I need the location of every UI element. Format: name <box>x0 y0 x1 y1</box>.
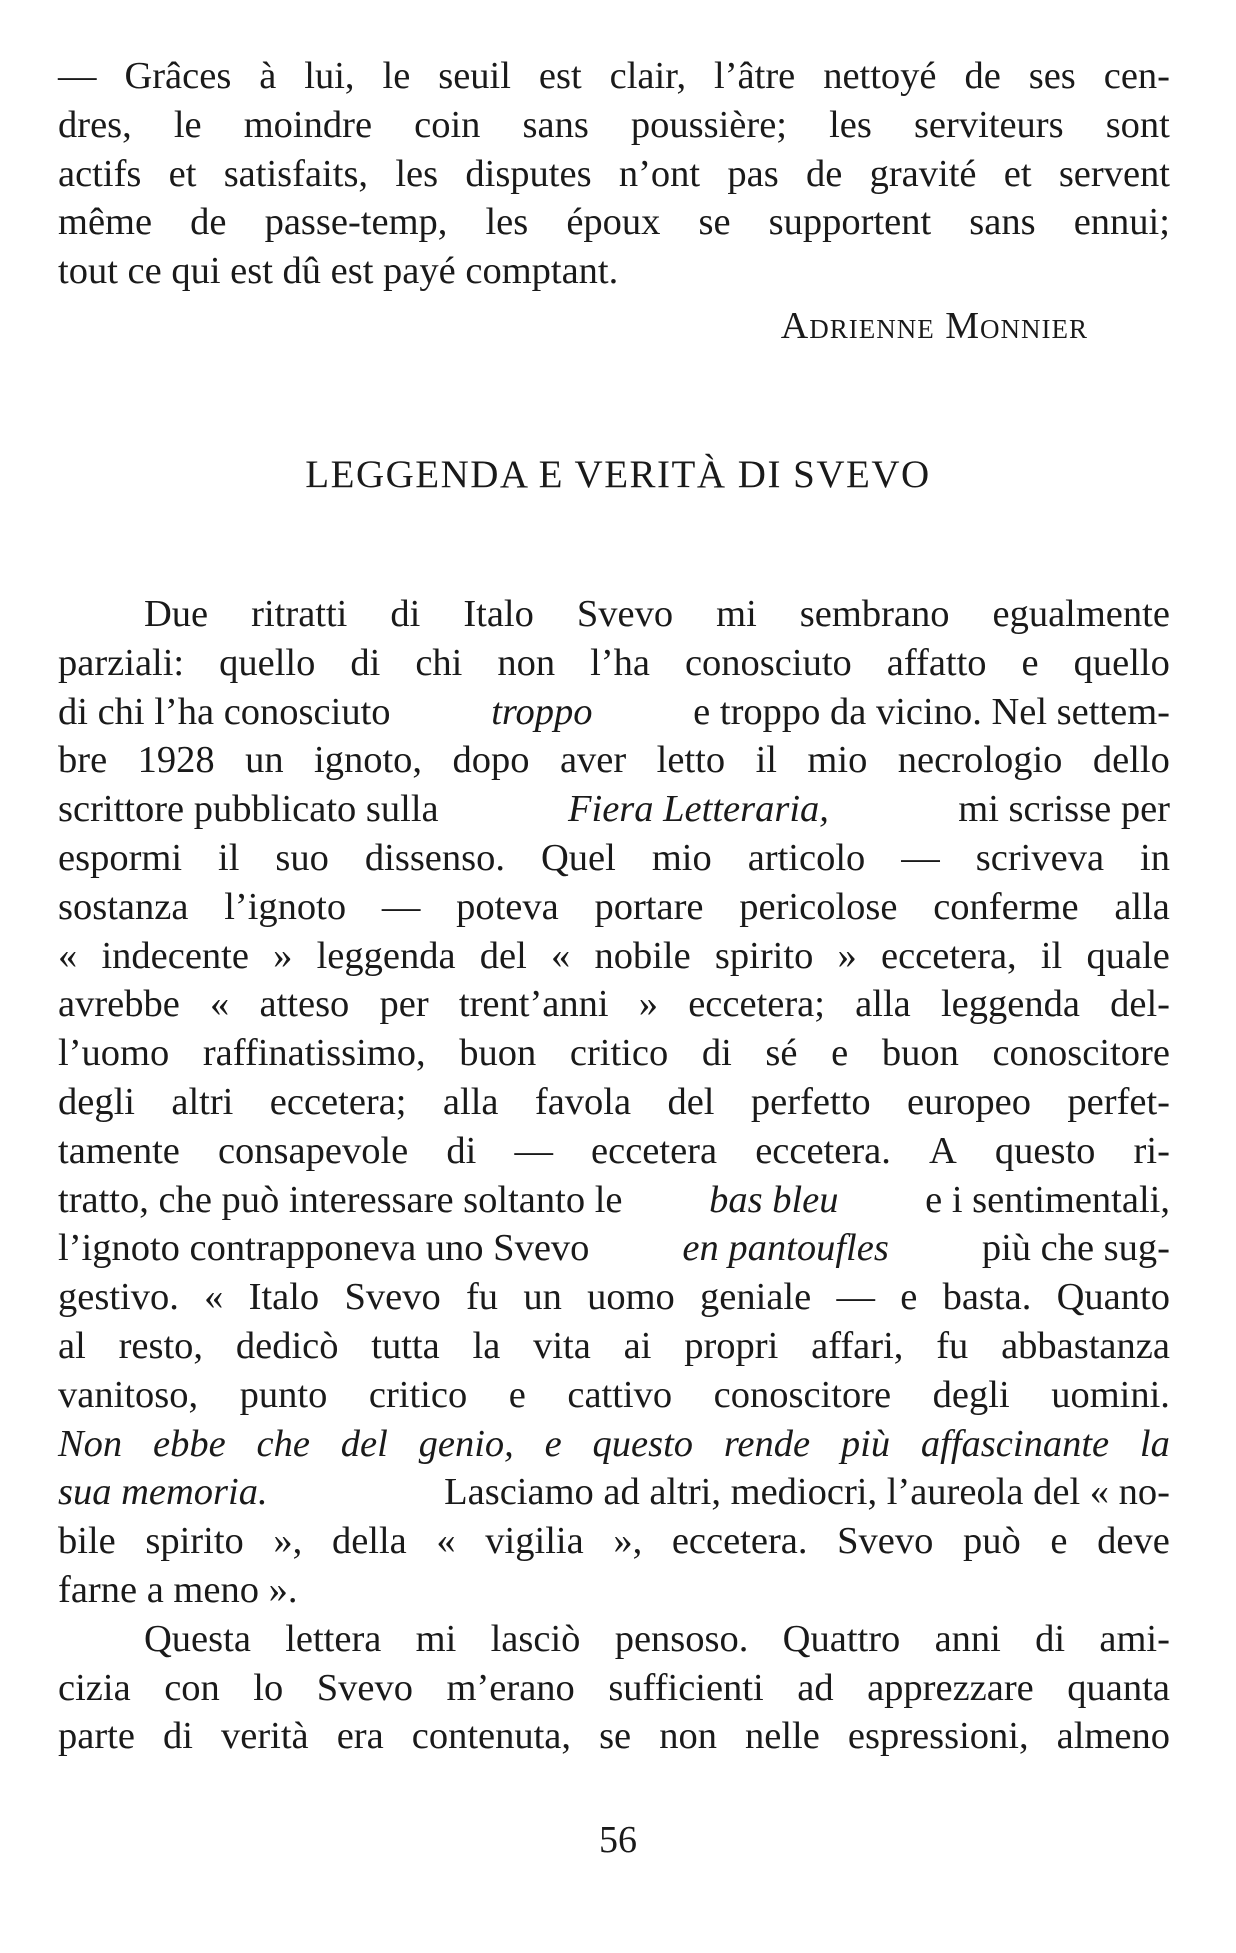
text-line: al resto, dedicò tutta la vita ai propri affari, fu abbastanza <box>58 1324 1170 1367</box>
text-line: degli altri eccetera; alla favola del perfetto europeo perfet- <box>58 1080 1170 1123</box>
body-text <box>58 590 1170 1761</box>
page-number: 56 <box>599 1819 637 1861</box>
text-line: parziali: quello di chi non l’ha conosciuto affatto e quello <box>58 641 1170 684</box>
text-line: farne a meno ». <box>58 1568 298 1611</box>
text-line: Non ebbe che del genio, e questo rende più affascinante la <box>58 1422 1170 1465</box>
text-line: Questa lettera mi lasciò pensoso. Quattro anni di ami- <box>144 1617 1170 1660</box>
text-line: avrebbe « atteso per trent’anni » eccetera; alla leggenda del- <box>58 983 1170 1026</box>
text-line: di chi l’ha conosciuto troppo e troppo da vicino. Nel settem- <box>58 688 1170 737</box>
text-line: bre 1928 un ignoto, dopo aver letto il mio necrologio dello <box>58 739 1170 782</box>
text-line: sua memoria. Lasciamo ad altri, mediocri, l’aureola del « no- <box>58 1468 1170 1517</box>
text-line: « indecente » leggenda del « nobile spirito » eccetera, il quale <box>58 934 1170 977</box>
quote-line: actifs et satisfaits, les disputes n’ont pas de gravité et servent <box>58 152 1170 195</box>
text-line: gestivo. « Italo Svevo fu un uomo geniale — e basta. Quanto <box>58 1276 1170 1319</box>
text-line: sostanza l’ignoto — poteva portare pericolose conferme alla <box>58 885 1170 928</box>
chapter-title: LEGGENDA E VERITÀ DI SVEVO <box>305 453 931 496</box>
text-line: l’ignoto contrapponeva uno Svevo en pantoufles più che sug- <box>58 1224 1170 1273</box>
quote-line: même de passe-temp, les époux se supportent sans ennui; <box>58 201 1170 244</box>
text-line: scrittore pubblicato sulla Fiera Letteraria, mi scrisse per <box>58 785 1170 834</box>
quote-line: tout ce qui est dû est payé comptant. <box>58 250 619 293</box>
italic-text: troppo <box>491 690 593 733</box>
italic-text: bas bleu <box>709 1178 839 1221</box>
quote-line: dres, le moindre coin sans poussière; les serviteurs sont <box>58 103 1170 146</box>
quote-line: — Grâces à lui, le seuil est clair, l’âtre nettoyé de ses cen- <box>58 55 1170 97</box>
text-line: cizia con lo Svevo m’erano sufficienti ad apprezzare quanta <box>58 1666 1170 1709</box>
text-line: tratto, che può interessare soltanto le bas bleu e i sentimentali, <box>58 1176 1170 1225</box>
quote-author: Adrienne Monnier <box>780 305 1088 347</box>
text-line: tamente consapevole di — eccetera eccetera. A questo ri- <box>58 1129 1170 1172</box>
italic-text: Fiera Letteraria, <box>567 788 829 831</box>
italic-text: sua memoria. <box>58 1471 268 1514</box>
italic-text: en pantoufles <box>682 1227 889 1270</box>
text-line: bile spirito », della « vigilia », eccetera. Svevo può e deve <box>58 1520 1170 1563</box>
text-line: parte di verità era contenuta, se non nelle espressioni, almeno <box>58 1715 1170 1758</box>
epigraph-quote <box>58 52 1170 296</box>
text-line: espormi il suo dissenso. Quel mio articolo — scriveva in <box>58 836 1170 879</box>
text-line: l’uomo raffinatissimo, buon critico di sé e buon conoscitore <box>58 1032 1170 1075</box>
text-line: Due ritratti di Italo Svevo mi sembrano egualmente <box>144 593 1170 635</box>
text-line: vanitoso, punto critico e cattivo conoscitore degli uomini. <box>58 1373 1170 1416</box>
